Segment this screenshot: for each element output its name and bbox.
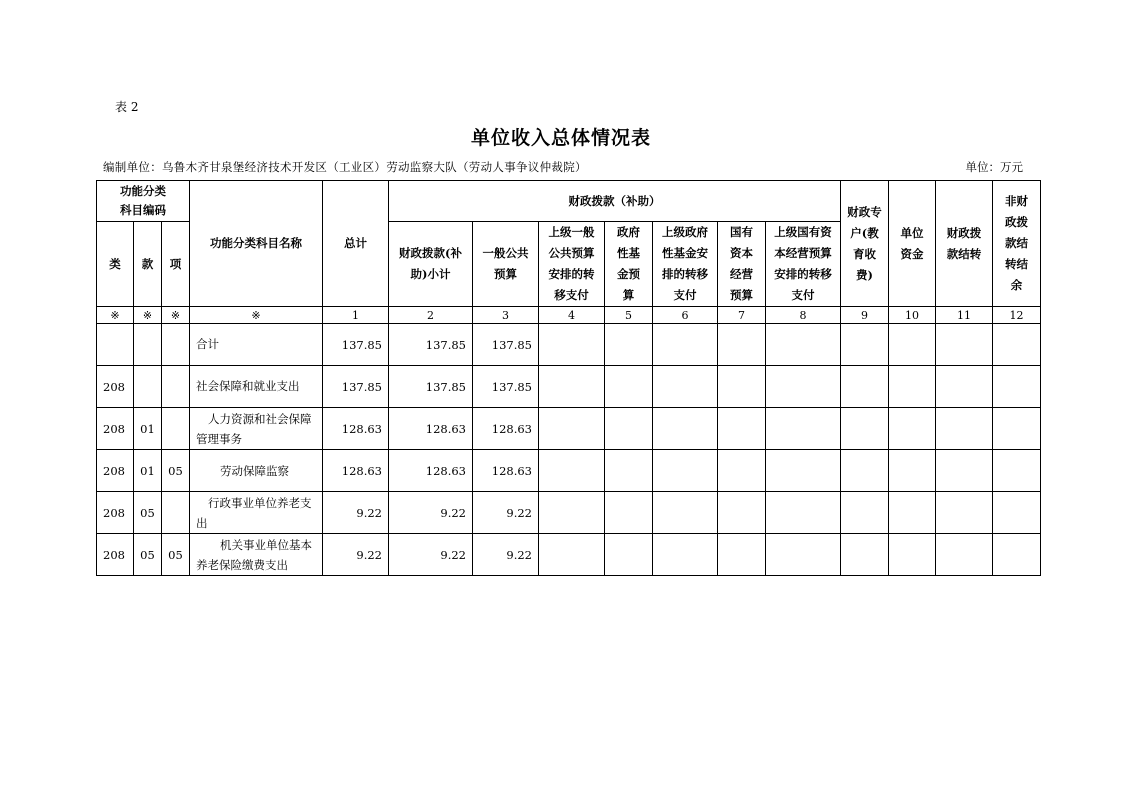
empty-cell [605,408,653,450]
general-budget-cell: 137.85 [473,366,539,408]
empty-cell [841,366,889,408]
subtotal-cell: 128.63 [389,408,473,450]
upper-general-transfer-header: 上级一般公共预算安排的转移支付 [539,222,605,307]
empty-cell [993,492,1041,534]
empty-cell [653,366,718,408]
index-cell: ※ [134,307,162,324]
empty-cell [766,324,841,366]
lei-header: 类 [97,222,134,307]
total-cell: 137.85 [323,324,389,366]
empty-cell [653,534,718,576]
lei-cell [97,324,134,366]
state-capital-header: 国有资本经营预算 [718,222,766,307]
general-budget-cell: 128.63 [473,450,539,492]
total-cell: 128.63 [323,408,389,450]
index-cell: 1 [323,307,389,324]
name-cell: 人力资源和社会保障管理事务 [190,408,323,450]
empty-cell [718,534,766,576]
xiang-cell [162,324,190,366]
index-cell: ※ [97,307,134,324]
empty-cell [889,450,936,492]
empty-cell [653,408,718,450]
empty-cell [889,324,936,366]
empty-cell [539,366,605,408]
empty-cell [766,366,841,408]
table-row [97,324,1041,366]
upper-gov-fund-transfer-header: 上级政府性基金安排的转移支付 [653,222,718,307]
empty-cell [841,450,889,492]
name-header: 功能分类科目名称 [190,181,323,307]
empty-cell [936,492,993,534]
income-summary-table [96,180,1041,576]
upper-state-capital-transfer-header: 上级国有资本经营预算安排的转移支付 [766,222,841,307]
empty-cell [993,324,1041,366]
empty-cell [539,450,605,492]
total-cell: 9.22 [323,534,389,576]
name-cell: 社会保障和就业支出 [190,366,323,408]
index-cell: ※ [162,307,190,324]
empty-cell [605,366,653,408]
index-cell: 8 [766,307,841,324]
empty-cell [993,534,1041,576]
xiang-cell: 05 [162,450,190,492]
table-row [97,534,1041,576]
index-cell: 10 [889,307,936,324]
index-row [97,307,1041,324]
kuan-cell: 05 [134,534,162,576]
kuan-cell: 05 [134,492,162,534]
xiang-cell [162,492,190,534]
empty-cell [936,408,993,450]
empty-cell [993,366,1041,408]
empty-cell [936,450,993,492]
subtotal-cell: 9.22 [389,534,473,576]
xiang-cell [162,408,190,450]
kuan-cell: 01 [134,450,162,492]
kuan-cell [134,366,162,408]
kuan-header: 款 [134,222,162,307]
lei-cell: 208 [97,492,134,534]
name-cell: 机关事业单位基本养老保险缴费支出 [190,534,323,576]
empty-cell [539,408,605,450]
empty-cell [766,450,841,492]
empty-cell [766,408,841,450]
compiling-unit: 编制单位：乌鲁木齐甘泉堡经济技术开发区（工业区）劳动监察大队（劳动人事争议仲裁院） [103,160,587,174]
total-cell: 137.85 [323,366,389,408]
index-cell: 7 [718,307,766,324]
empty-cell [936,366,993,408]
kuan-cell [134,324,162,366]
table-row [97,408,1041,450]
empty-cell [653,450,718,492]
xiang-cell [162,366,190,408]
empty-cell [766,534,841,576]
page-title: 单位收入总体情况表 [470,127,651,149]
xiang-cell: 05 [162,534,190,576]
general-budget-cell: 137.85 [473,324,539,366]
empty-cell [539,534,605,576]
general-budget-cell: 9.22 [473,534,539,576]
index-cell: 2 [389,307,473,324]
empty-cell [605,534,653,576]
currency-unit: 单位：万元 [965,160,1023,174]
empty-cell [539,324,605,366]
empty-cell [889,366,936,408]
general-budget-header: 一般公共预算 [473,222,539,307]
empty-cell [993,450,1041,492]
empty-cell [605,492,653,534]
empty-cell [889,408,936,450]
empty-cell [653,324,718,366]
empty-cell [766,492,841,534]
index-cell: 6 [653,307,718,324]
empty-cell [936,324,993,366]
empty-cell [718,408,766,450]
name-cell: 劳动保障监察 [190,450,323,492]
empty-cell [718,366,766,408]
empty-cell [718,450,766,492]
index-cell: 4 [539,307,605,324]
code-group-header: 功能分类科目编码 [97,181,190,222]
empty-cell [889,534,936,576]
table-row [97,492,1041,534]
gov-fund-header: 政府性基金预算 [605,222,653,307]
index-cell: ※ [190,307,323,324]
empty-cell [718,324,766,366]
empty-cell [993,408,1041,450]
table-row [97,366,1041,408]
fiscal-special-header: 财政专户(教育收费) [841,181,889,307]
general-budget-cell: 128.63 [473,408,539,450]
index-cell: 5 [605,307,653,324]
empty-cell [841,492,889,534]
empty-cell [889,492,936,534]
index-cell: 3 [473,307,539,324]
empty-cell [539,492,605,534]
table-number-label: 表 2 [115,100,139,114]
total-cell: 9.22 [323,492,389,534]
xiang-header: 项 [162,222,190,307]
fiscal-subtotal-header: 财政拨款(补助)小计 [389,222,473,307]
total-cell: 128.63 [323,450,389,492]
index-cell: 11 [936,307,993,324]
index-cell: 12 [993,307,1041,324]
lei-cell: 208 [97,450,134,492]
subtotal-cell: 137.85 [389,324,473,366]
empty-cell [605,450,653,492]
header-row-1 [97,181,1041,222]
total-header: 总计 [323,181,389,307]
lei-cell: 208 [97,408,134,450]
empty-cell [936,534,993,576]
unit-funds-header: 单位资金 [889,181,936,307]
empty-cell [841,534,889,576]
empty-cell [653,492,718,534]
table-row [97,450,1041,492]
kuan-cell: 01 [134,408,162,450]
lei-cell: 208 [97,534,134,576]
empty-cell [718,492,766,534]
general-budget-cell: 9.22 [473,492,539,534]
non-fiscal-carryover-header: 非财政拨款结转结余 [993,181,1041,307]
empty-cell [605,324,653,366]
fiscal-group-header: 财政拨款（补助） [389,181,841,222]
fiscal-carryover-header: 财政拨款结转 [936,181,993,307]
empty-cell [841,324,889,366]
name-cell: 合计 [190,324,323,366]
lei-cell: 208 [97,366,134,408]
subtotal-cell: 9.22 [389,492,473,534]
subtotal-cell: 137.85 [389,366,473,408]
empty-cell [841,408,889,450]
index-cell: 9 [841,307,889,324]
subtotal-cell: 128.63 [389,450,473,492]
name-cell: 行政事业单位养老支出 [190,492,323,534]
